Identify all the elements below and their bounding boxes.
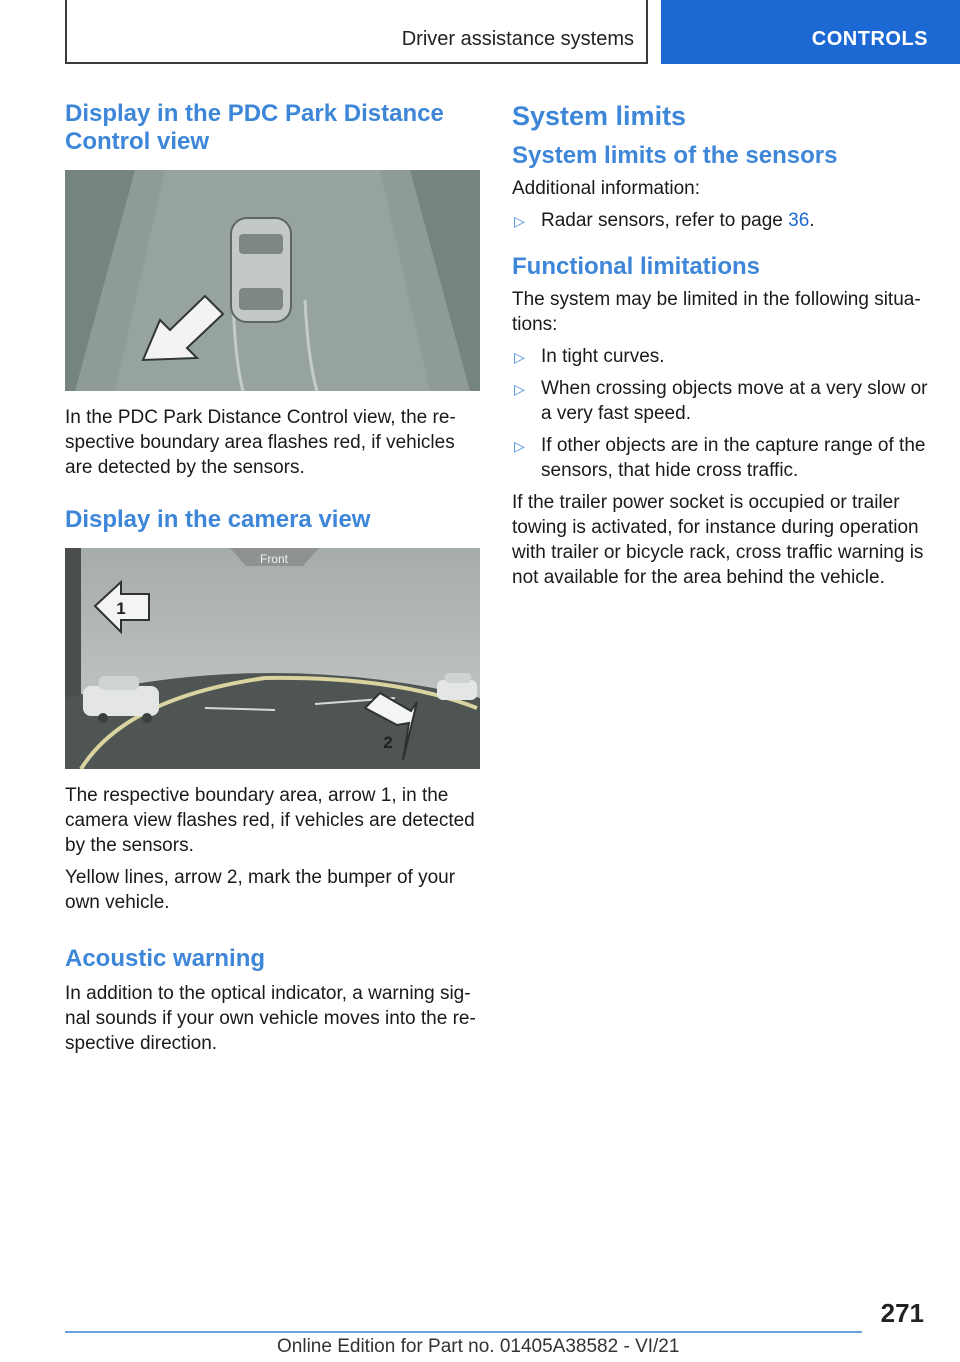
radar-end: . xyxy=(809,210,815,231)
header-tab-label: CONTROLS xyxy=(811,28,928,50)
arrow-2-label: 2 xyxy=(383,733,393,752)
list-item-text: When crossing objects move at a very slow or a very fast speed. xyxy=(541,378,928,424)
camera-paragraph-2: Yellow lines, arrow 2, mark the bumper of your own vehicle. xyxy=(65,867,456,913)
list-item-text: In tight curves. xyxy=(541,346,665,367)
heading-sensor-limits: System limits of the sensors xyxy=(512,142,838,169)
page-number: 271 xyxy=(880,1298,924,1328)
pdc-paragraph: In the PDC Park Distance Control view, the re‐spective boundary area flashes red, if vehicles are detected by the sensors. xyxy=(65,407,456,478)
bullet-triangle-icon: ▷ xyxy=(514,381,525,397)
list-item xyxy=(512,433,932,483)
additional-info-paragraph: Additional information: xyxy=(512,178,700,199)
camera-view-image xyxy=(65,548,480,769)
heading-system-limits: System limits xyxy=(512,101,687,131)
footer-edition-text: Online Edition for Part no. 01405A38582 - VI/21 xyxy=(277,1336,680,1357)
heading-functional-limitations: Functional limitations xyxy=(512,253,761,280)
list-item-text: If other objects are in the capture range of the sensors, that hide cross traffic. xyxy=(541,435,926,481)
heading-pdc-view: Display in the PDC Park Distance Control view xyxy=(65,100,444,155)
left-column xyxy=(65,100,480,1063)
acoustic-paragraph: In addition to the optical indicator, a warning sig‐nal sounds if your own vehicle moves into the re‐spective direction. xyxy=(65,983,476,1054)
camera-paragraph-1: The respective boundary area, arrow 1, in the camera view flashes red, if vehicles are detected by the sensors. xyxy=(65,785,475,856)
page-reference-link[interactable]: 36 xyxy=(788,210,810,231)
bullet-triangle-icon: ▷ xyxy=(514,213,525,229)
functional-list xyxy=(512,344,932,483)
heading-camera-view: Display in the camera view xyxy=(65,506,371,533)
bullet-triangle-icon: ▷ xyxy=(514,349,525,365)
heading-acoustic-warning: Acoustic warning xyxy=(65,945,266,972)
additional-info-list xyxy=(512,208,932,233)
bullet-triangle-icon: ▷ xyxy=(514,438,525,454)
arrow-1-label: 1 xyxy=(116,599,126,618)
trailer-paragraph: If the trailer power socket is occupied or trailer towing is activated, for instance during operation with trailer or bicycle rack, cross traffic warning is not available for the area behind the vehicle. xyxy=(512,492,924,588)
pdc-view-image xyxy=(65,170,480,391)
front-label: Front xyxy=(259,552,289,566)
footer-divider xyxy=(65,1331,862,1333)
list-item xyxy=(512,344,932,369)
list-item xyxy=(512,208,932,233)
list-item xyxy=(512,376,932,426)
header-section-title: Driver assistance systems xyxy=(401,28,634,50)
functional-paragraph: The system may be limited in the following situa‐tions: xyxy=(512,289,921,335)
right-column xyxy=(512,100,932,597)
header-controls-tab[interactable] xyxy=(661,0,960,64)
radar-text: Radar sensors, refer to page xyxy=(541,210,789,231)
